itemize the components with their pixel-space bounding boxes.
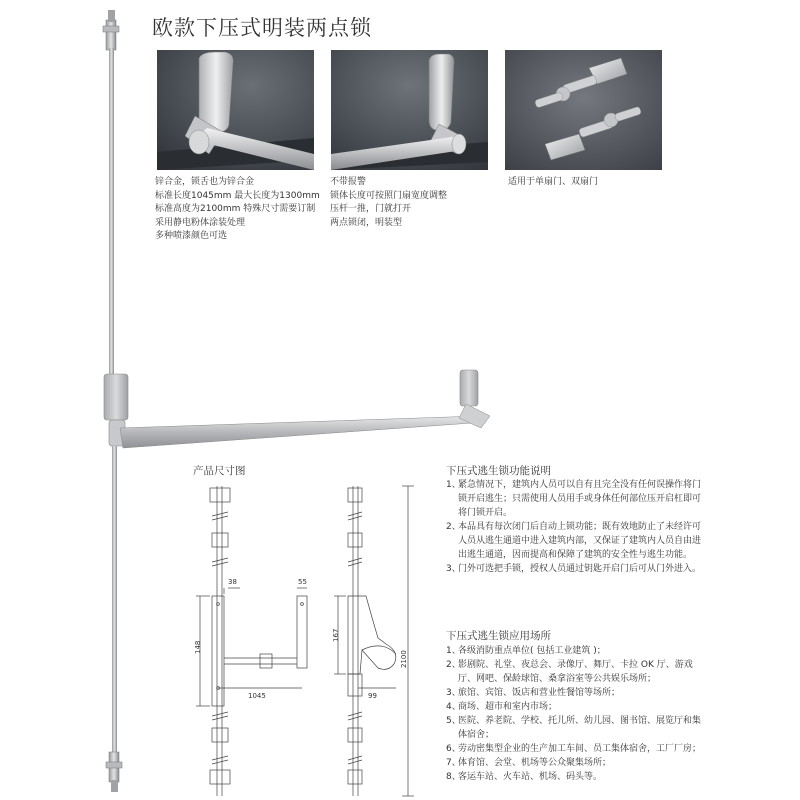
caption-photo1	[155, 176, 320, 244]
dim-55: 55	[298, 578, 307, 586]
list-item: 2、本品具有每次闭门后自动上锁功能；既有效地防止了未经许可人员从逃生通道中进入建筑内部，又保证了建筑内人员自由进出逃生通道，因而提高和保障了建筑的安全性与逃生功能。	[446, 522, 702, 560]
lower-rod	[112, 446, 117, 756]
list-item: 3、旅馆、宾馆、饭店和营业性餐馆等场所；	[446, 688, 621, 698]
caption-photo2	[330, 176, 447, 230]
caption-line: 标准高度为2100mm 特殊尺寸需要订制	[155, 204, 316, 214]
function-list	[446, 478, 706, 576]
page-title: 欧款下压式明装两点锁	[152, 16, 372, 40]
list-item: 8、客运车站、火车站、机场、码头等。	[446, 772, 603, 782]
dim-148: 148	[194, 640, 202, 654]
drawing-title: 产品尺寸图	[193, 465, 246, 477]
push-bar	[120, 416, 486, 448]
dimension-drawing	[190, 478, 420, 800]
dim-2100: 2100	[400, 650, 408, 668]
caption-photo3	[508, 176, 598, 190]
bolt-parts-photo-icon	[505, 50, 662, 170]
application-title: 下压式逃生锁应用场所	[446, 630, 551, 642]
lock-mechanism-photo-icon	[157, 50, 314, 170]
dim-167: 167	[332, 628, 340, 642]
dim-99: 99	[368, 692, 377, 700]
caption-line: 标准长度1045mm 最大长度为1300mm	[155, 190, 320, 201]
caption-line: 多种喷漆颜色可选	[155, 231, 228, 241]
caption-line: 不带报警	[330, 177, 367, 187]
photo-mechanism	[157, 50, 314, 170]
list-item: 1、紧急情况下，建筑内人员可以自有且完全没有任何误操作将门锁开启逃生；只需使用人员用手或身体任何部位压开启杠即可将门锁开启。	[446, 480, 702, 518]
caption-line: 锌合金，锁舌也为锌合金	[155, 177, 255, 187]
list-item: 6、劳动密集型企业的生产加工车间、员工集体宿舍，工厂厂房；	[446, 744, 702, 754]
caption-line: 适用于单扇门、双扇门	[508, 177, 599, 187]
dim-38: 38	[228, 578, 237, 586]
photo-mechanism-no-bar	[331, 50, 488, 170]
list-item: 2、影剧院、礼堂、夜总会、录像厅、舞厅、卡拉 OK 厅、游戏厅、网吧、保龄球馆、桑拿浴室等公共娱乐场所；	[446, 660, 693, 684]
upper-rod	[109, 48, 114, 378]
dim-1045: 1045	[248, 692, 266, 700]
list-item: 7、体育馆、会堂、机场等公众聚集场所；	[446, 758, 612, 768]
caption-line: 锁体长度可按照门扇宽度调整	[330, 190, 448, 201]
caption-line: 采用静电粉体涂装处理	[155, 217, 246, 228]
lock-head-photo-icon	[331, 50, 488, 170]
lock-body	[104, 374, 128, 420]
list-item: 3、门外可选把手锁，授权人员通过钥匙开启门后可从门外进入。	[446, 564, 702, 574]
function-title: 下压式逃生锁功能说明	[446, 465, 551, 477]
end-housing	[460, 370, 478, 406]
list-item: 4、商场、超市和室内市场；	[446, 702, 558, 712]
photo-bolt-parts	[505, 50, 662, 170]
caption-line: 压杆一推，门就打开	[330, 204, 412, 214]
top-latch	[103, 10, 119, 50]
bottom-latch	[106, 752, 122, 792]
list-item: 1、各级消防重点单位( 包括工业建筑 )；	[446, 646, 606, 656]
application-list	[446, 644, 706, 784]
list-item: 5、医院、养老院、学校、托儿所、幼儿园、图书馆、展览厅和集体宿舍；	[446, 716, 702, 740]
caption-line: 两点锁闭，明装型	[330, 217, 403, 228]
